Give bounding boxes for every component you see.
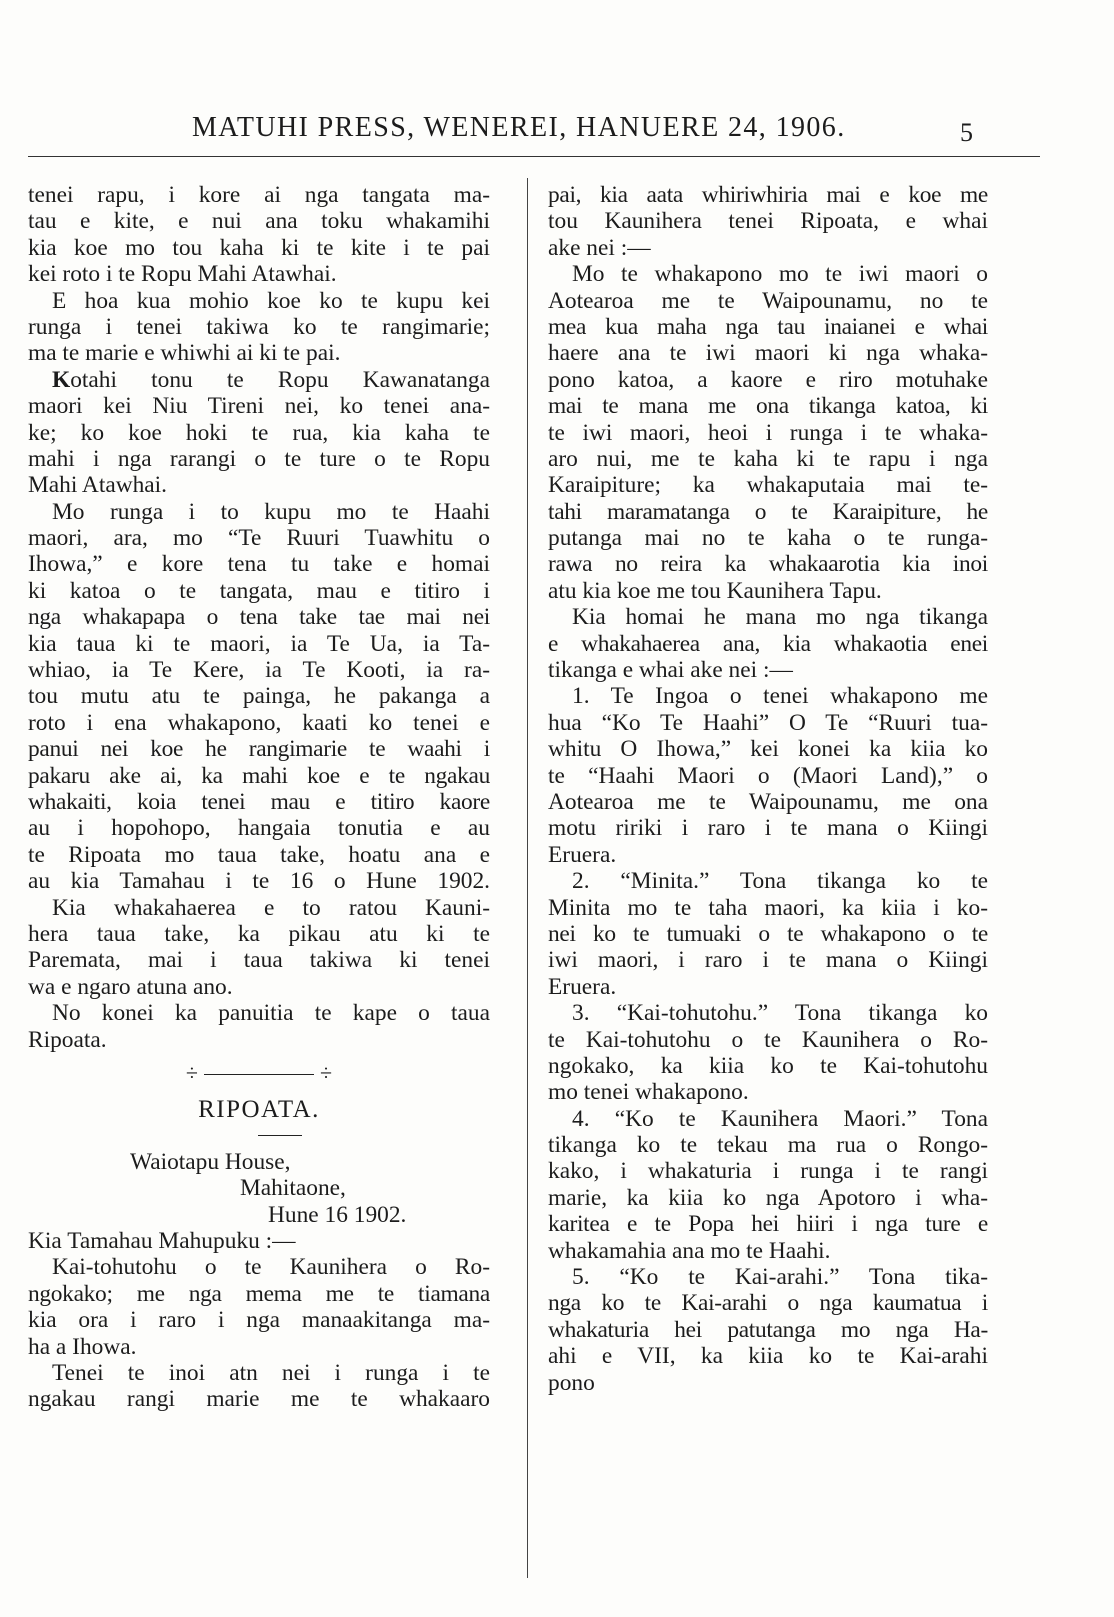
address-line: Hune 16 1902. [268, 1201, 407, 1228]
text-line: Kia homai he mana mo nga tikanga [572, 604, 988, 631]
text-line: whitu O Ihowa,” kei konei ka kiia ko [548, 736, 988, 763]
text-line: pono katoa, a kaore e riro motuhake [548, 366, 988, 393]
text-line: mea kua maha nga tau inaianei e whai [548, 313, 988, 340]
drop-letter: K [52, 366, 71, 393]
text-line: kia ora i raro i nga manaakitanga ma- [28, 1307, 490, 1334]
paragraph [548, 261, 988, 604]
text-line: pono [548, 1369, 595, 1396]
text-line: tau e kite, e nui ana toku whakamihi [28, 208, 490, 235]
text-line: motu ririki i raro i te mana o Kiingi [548, 815, 988, 842]
text-line: Ihowa,” e kore tena tu take e homai [28, 551, 490, 578]
text-line: wa e ngaro atuna ano. [28, 973, 233, 1000]
text-line: Kia whakahaerea e to ratou Kauni- [52, 894, 490, 921]
page-number: 5 [960, 118, 973, 147]
paragraph [28, 1254, 490, 1360]
text-line [28, 367, 490, 393]
text-line: Eruera. [548, 973, 617, 1000]
text-line: whakamahia ana mo te Haahi. [548, 1237, 831, 1264]
text-line: maori, ara, mo “Te Ruuri Tuawhitu o [28, 525, 490, 552]
paragraph [548, 182, 988, 261]
text-line: Minita mo te taha maori, ka kiia i ko- [548, 894, 988, 921]
divider-bar [204, 1074, 314, 1075]
text-line: 3. “Kai-tohutohu.” Tona tikanga ko [572, 1000, 988, 1027]
text-line: Mo runga i to kupu mo te Haahi [52, 498, 490, 525]
paragraph [28, 895, 490, 1001]
right-column [548, 182, 988, 1396]
text-line: maori kei Niu Tireni nei, ko tenei ana- [28, 393, 490, 420]
text-line: ha a Ihowa. [28, 1333, 137, 1360]
section-heading: RIPOATA. [198, 1095, 320, 1123]
text-line: mai te mana me ona tikanga katoa, ki [548, 393, 988, 420]
numbered-item [548, 1000, 988, 1106]
text-line: Aotearoa me te Waipounamu, no te [548, 287, 988, 314]
paragraph [28, 288, 490, 367]
left-column [28, 182, 490, 1413]
text-line: mahi i nga rarangi o te ture o te Ropu [28, 445, 490, 472]
salutation: Kia Tamahau Mahupuku :— [28, 1228, 296, 1255]
address-line: Mahitaone, [240, 1175, 346, 1202]
text-line: marie, ka kiia ko nga Apotoro i wha- [548, 1184, 988, 1211]
text-line: whiao, ia Te Kere, ia Te Kooti, ia ra- [28, 657, 490, 684]
short-rule [28, 1127, 490, 1149]
text-line: ngokako; me nga mema me te tiamana [28, 1280, 490, 1307]
text-line: panui nei koe he rangimarie te waahi i [28, 736, 490, 763]
paragraph [28, 1000, 490, 1053]
text-line: kei roto i te Ropu Mahi Atawhai. [28, 261, 337, 288]
text-line: te iwi maori, heoi i runga i te whaka- [548, 419, 988, 446]
numbered-item [548, 868, 988, 1000]
text-line: tenei rapu, i kore ai nga tangata ma- [28, 182, 490, 208]
numbered-item [548, 683, 988, 868]
text-line: nga ko te Kai-arahi o nga kaumatua i [548, 1290, 988, 1317]
text-line: te Kai-tohutohu o te Kaunihera o Ro- [548, 1026, 988, 1053]
paragraph [548, 604, 988, 683]
letter-address [28, 1149, 490, 1228]
text-line: 2. “Minita.” Tona tikanga ko te [572, 868, 988, 895]
text-line: Kai-tohutohu o te Kaunihera o Ro- [52, 1254, 490, 1281]
text-line: Ripoata. [28, 1026, 107, 1053]
text-line: karitea e te Popa hei hiiri i nga ture e [548, 1211, 988, 1238]
text-line: aro nui, me te kaha ki te rapu i nga [548, 445, 988, 472]
text-line: tou Kaunihera tenei Ripoata, e whai [548, 208, 988, 235]
short-rule-bar [258, 1135, 302, 1136]
paragraph [28, 367, 490, 499]
text-line: 1. Te Ingoa o tenei whakapono me [572, 683, 988, 710]
text-line: Tenei te inoi atn nei i runga i te [52, 1360, 490, 1387]
numbered-item [548, 1106, 988, 1264]
text-line: whakaiti, koia tenei mau e titiro kaore [28, 788, 490, 815]
text-line: pai, kia aata whiriwhiria mai e koe me [548, 182, 988, 208]
text-line: Mo te whakapono mo te iwi maori o [572, 261, 988, 288]
text-line: rawa no reira ka whakaarotia kia inoi [548, 551, 988, 578]
text-line: iwi maori, i raro i te mana o Kiingi [548, 947, 988, 974]
text-span: otahi tonu te Ropu Kawanatanga [70, 366, 490, 393]
divide-symbol-icon: ÷ [185, 1059, 198, 1085]
text-line: Karaipiture; ka whakaputaia mai te- [548, 472, 988, 499]
text-line: e whakahaerea ana, kia whakaotia enei [548, 630, 988, 657]
page-header [0, 112, 1114, 152]
paragraph [28, 182, 490, 288]
text-line: au i hopohopo, hangaia tonutia e au [28, 815, 490, 842]
text-line: kia taua ki te maori, ia Te Ua, ia Ta- [28, 630, 490, 657]
text-line: 4. “Ko te Kaunihera Maori.” Tona [572, 1105, 988, 1132]
text-line: whakaturia hei patutanga mo nga Ha- [548, 1316, 988, 1343]
text-line: kia koe mo tou kaha ki te kite i te pai [28, 234, 490, 261]
text-line: Mahi Atawhai. [28, 472, 168, 499]
text-line: tikanga e whai ake nei :— [548, 657, 793, 684]
text-line: hera taua take, ka pikau atu ki te [28, 920, 490, 947]
text-line: No konei ka panuitia te kape o taua [52, 1000, 490, 1027]
text-line: atu kia koe me tou Kaunihera Tapu. [548, 577, 882, 604]
newspaper-header-title: MATUHI PRESS, WENEREI, HANUERE 24, 1906. [192, 112, 846, 143]
column-divider [527, 178, 528, 1578]
text-line: ke; ko koe hoki te rua, kia kaha te [28, 419, 490, 446]
text-line: tou mutu atu te painga, he pakanga a [28, 683, 490, 710]
text-line: mo tenei whakapono. [548, 1079, 749, 1106]
text-line: ahi e VII, ka kiia ko te Kai-arahi [548, 1343, 988, 1370]
text-line: ma te marie e whiwhi ai ki te pai. [28, 340, 341, 367]
text-line: ngokako, ka kiia ko te Kai-tohutohu [548, 1052, 988, 1079]
paragraph [28, 499, 490, 895]
header-divider [28, 156, 1040, 157]
text-line: ngakau rangi marie me te whakaaro [28, 1386, 490, 1413]
text-line: te “Haahi Maori o (Maori Land),” o [548, 762, 988, 789]
text-line: Eruera. [548, 841, 617, 868]
text-line: Aotearoa me te Waipounamu, me ona [548, 788, 988, 815]
text-line: roto i ena whakapono, kaati ko tenei e [28, 709, 490, 736]
text-line: nga whakapapa o tena take tae mai nei [28, 604, 490, 631]
text-line: te Ripoata mo taua take, hoatu ana e [28, 841, 490, 868]
text-line: tahi maramatanga o te Karaipiture, he [548, 498, 988, 525]
text-line: ki katoa o te tangata, mau e titiro i [28, 577, 490, 604]
section-divider [28, 1053, 490, 1093]
text-line: pakaru ake ai, ka mahi koe e te ngakau [28, 762, 490, 789]
text-line: haere ana te iwi maori ki nga whaka- [548, 340, 988, 367]
text-line: au kia Tamahau i te 16 o Hune 1902. [28, 868, 490, 895]
text-line: hua “Ko Te Haahi” O Te “Ruuri tua- [548, 709, 988, 736]
text-line: E hoa kua mohio koe ko te kupu kei [52, 287, 490, 314]
text-line: 5. “Ko te Kai-arahi.” Tona tika- [572, 1264, 988, 1291]
divide-symbol-icon: ÷ [320, 1059, 333, 1085]
address-line: Waiotapu House, [130, 1148, 291, 1175]
text-line: runga i tenei takiwa ko te rangimarie; [28, 313, 490, 340]
numbered-item [548, 1264, 988, 1396]
text-line: Paremata, mai i taua takiwa ki tenei [28, 947, 490, 974]
text-line: tikanga ko te tekau ma rua o Rongo- [548, 1132, 988, 1159]
paragraph [28, 1360, 490, 1413]
text-line: nei ko te tumuaki o te whakapono o te [548, 920, 988, 947]
text-line: putanga mai no te kaha o te runga- [548, 525, 988, 552]
text-line: kako, i whakaturia i runga i te rangi [548, 1158, 988, 1185]
text-line: ake nei :— [548, 234, 651, 261]
